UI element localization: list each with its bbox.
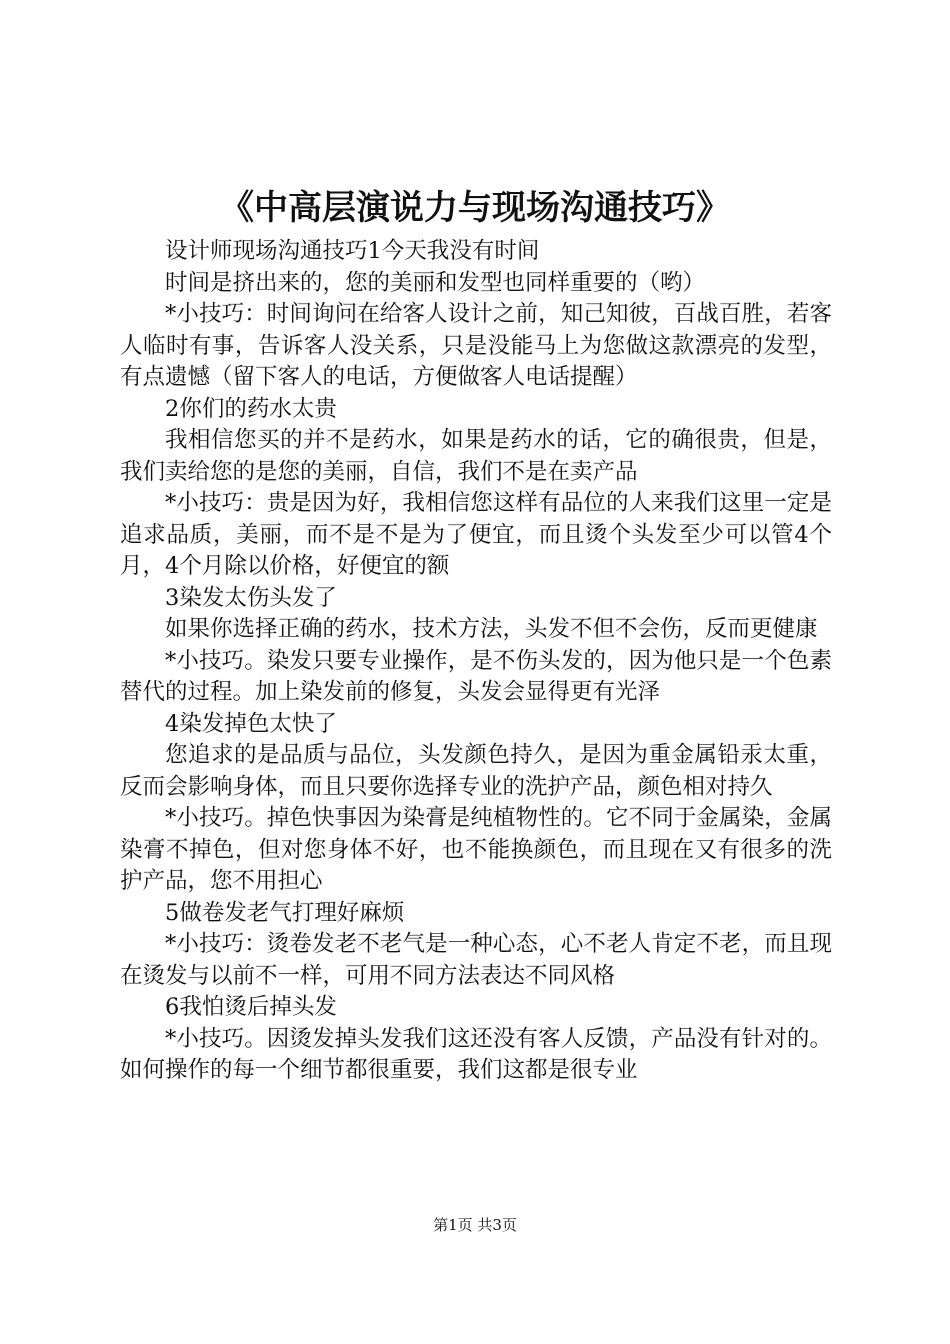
document-title: 《中高层演说力与现场沟通技巧》 <box>220 188 730 228</box>
document-body <box>120 236 832 1087</box>
paragraph: *小技巧：烫卷发老不老气是一种心态，心不老人肯定不老，而且现在烫发与以前不一样，可用不同方法表达不同风格 <box>120 931 832 989</box>
paragraph: *小技巧：贵是因为好，我相信您这样有品位的人来我们这里一定是追求品质，美丽，而不是不是为了便宜，而且烫个头发至少可以管4个月，4个月除以价格，好便宜的额 <box>120 490 832 579</box>
paragraph: *小技巧。掉色快事因为染膏是纯植物性的。它不同于金属染，金属染膏不掉色，但对您身体不好，也不能换颜色，而且现在又有很多的洗护产品，您不用担心 <box>120 805 832 894</box>
paragraph: 设计师现场沟通技巧1今天我没有时间 <box>165 238 540 264</box>
paragraph: 我相信您买的并不是药水，如果是药水的话，它的确很贵，但是，我们卖给您的是您的美丽，自信，我们不是在卖产品 <box>120 427 832 485</box>
section-heading: 6我怕烫后掉头发 <box>165 994 337 1020</box>
paragraph: *小技巧：时间询问在给客人设计之前，知己知彼，百战百胜，若客人临时有事，告诉客人没关系，只是没能马上为您做这款漂亮的发型，有点遗憾（留下客人的电话，方便做客人电话提醒） <box>120 301 832 390</box>
paragraph: *小技巧。染发只要专业操作，是不伤头发的，因为他只是一个色素替代的过程。加上染发前的修复，头发会显得更有光泽 <box>120 647 832 705</box>
paragraph: 时间是挤出来的，您的美丽和发型也同样重要的（哟） <box>165 269 706 296</box>
section-heading: 5做卷发老气打理好麻烦 <box>165 899 405 926</box>
section-heading: 2你们的药水太贵 <box>165 395 337 422</box>
section-heading: 4染发掉色太快了 <box>165 710 337 737</box>
page-footer: 第1页 共3页 <box>433 1216 517 1234</box>
paragraph: *小技巧。因烫发掉头发我们这还没有客人反馈，产品没有针对的。如何操作的每一个细节都很重要，我们这都是很专业 <box>120 1025 832 1083</box>
paragraph: 您追求的是品质与品位，头发颜色持久，是因为重金属铅汞太重，反而会影响身体，而且只要你选择专业的洗护产品，颜色相对持久 <box>120 742 832 800</box>
paragraph: 如果你选择正确的药水，技术方法，头发不但不会伤，反而更健康 <box>165 616 818 642</box>
section-heading: 3染发太伤头发了 <box>165 584 337 611</box>
